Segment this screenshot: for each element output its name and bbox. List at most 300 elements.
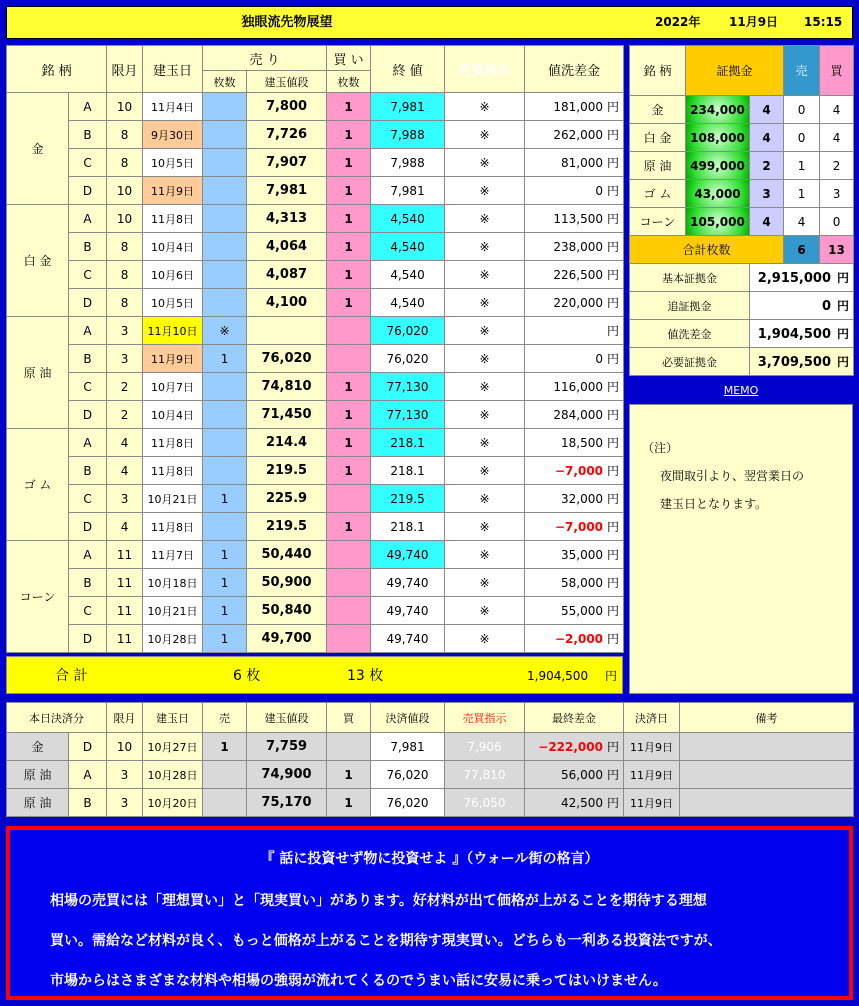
- summary-label: 基本証拠金: [630, 264, 750, 292]
- diff-unit: 円: [607, 240, 620, 254]
- close-price: 219.5: [371, 485, 445, 513]
- diff-unit: 円: [607, 520, 620, 534]
- contract-code: B: [69, 569, 107, 597]
- position-price: 76,020: [247, 345, 327, 373]
- col-kai: 買 い: [327, 46, 371, 71]
- contract-month: 8: [107, 289, 143, 317]
- diff-unit: 円: [607, 324, 620, 338]
- contract-code: B: [69, 457, 107, 485]
- contract-code: A: [69, 541, 107, 569]
- diff-unit: 円: [607, 464, 620, 478]
- position-date: 10月7日: [143, 373, 203, 401]
- table-row: [7, 121, 624, 149]
- diff-cell: [525, 317, 624, 345]
- side-col-meigara: 銘 柄: [630, 46, 686, 96]
- margin-summary-row: [630, 348, 854, 376]
- settle-close-date: 11月9日: [624, 761, 680, 789]
- margin-value: 105,000: [686, 208, 750, 236]
- table-row: [7, 289, 624, 317]
- settle-date-open: 10月28日: [143, 761, 203, 789]
- contract-code: A: [69, 429, 107, 457]
- group-name: 原 油: [7, 317, 69, 429]
- summary-label: 必要証拠金: [630, 348, 750, 376]
- quote-line-3: 市場からはさまざまな材料や相場の強弱が流れてくるのでうまい話に安易に乗ってはいけません。: [50, 973, 667, 989]
- position-date: 10月18日: [143, 569, 203, 597]
- sell-count: [203, 149, 247, 177]
- close-price: 7,981: [371, 93, 445, 121]
- diff-value: 81,000: [561, 156, 604, 170]
- settle-note: [680, 733, 854, 761]
- table-row: [7, 373, 624, 401]
- margin-summary-row: [630, 320, 854, 348]
- contract-code: B: [69, 121, 107, 149]
- sell-count: 1: [203, 597, 247, 625]
- page-title: 独眼流先物展望: [241, 15, 333, 30]
- margin-count: 4: [750, 208, 784, 236]
- quote-line-2: 買い。需給など材料が良く、もっと価格が上がることを期待す現実買い。どちらも一利ある投資法ですが、: [50, 933, 722, 949]
- margin-buy: 0: [820, 208, 854, 236]
- contract-month: 11: [107, 625, 143, 653]
- settle-col-settle-date: 決済日: [624, 703, 680, 733]
- table-row: [7, 485, 624, 513]
- memo-note-title: （注）: [642, 441, 679, 455]
- position-price: 225.9: [247, 485, 327, 513]
- signal-cell: ※: [445, 177, 525, 205]
- close-price: 49,740: [371, 625, 445, 653]
- contract-month: 2: [107, 401, 143, 429]
- settle-col-uri: 売: [203, 703, 247, 733]
- diff-cell: [525, 233, 624, 261]
- summary-value-cell: [750, 292, 854, 320]
- table-row: [7, 569, 624, 597]
- settle-price: 76,020: [371, 761, 445, 789]
- settle-signal: 77,810: [445, 761, 525, 789]
- position-price: 214.4: [247, 429, 327, 457]
- diff-cell: [525, 177, 624, 205]
- diff-unit: 円: [607, 548, 620, 562]
- margin-total-sell: 6: [784, 236, 820, 264]
- summary-value: 3,709,500: [757, 355, 831, 370]
- margin-sell: 4: [784, 208, 820, 236]
- diff-unit: 円: [607, 128, 620, 142]
- settle-col-genget: 限月: [107, 703, 143, 733]
- table-row: [7, 261, 624, 289]
- summary-value-cell: [750, 320, 854, 348]
- signal-cell: ※: [445, 345, 525, 373]
- margin-total-buy: 13: [820, 236, 854, 264]
- table-row: [7, 513, 624, 541]
- settle-month: 3: [107, 761, 143, 789]
- settle-final-cell: [525, 733, 624, 761]
- table-row: [7, 597, 624, 625]
- summary-value: 1,904,500: [757, 327, 831, 342]
- side-col-kai: 買: [820, 46, 854, 96]
- margin-name: ゴ ム: [630, 180, 686, 208]
- diff-unit: 円: [607, 296, 620, 310]
- close-price: 218.1: [371, 457, 445, 485]
- contract-code: C: [69, 485, 107, 513]
- settle-final-value: −222,000: [538, 740, 603, 754]
- col-nearai-sakin: 値洗差金: [525, 46, 624, 93]
- sell-count: [203, 93, 247, 121]
- margin-value: 234,000: [686, 96, 750, 124]
- contract-month: 3: [107, 317, 143, 345]
- buy-count: [327, 541, 371, 569]
- side-col-shokokin: 証拠金: [686, 46, 784, 96]
- buy-count: 1: [327, 429, 371, 457]
- settle-col-sig: 売買指示: [445, 703, 525, 733]
- margin-value: 499,000: [686, 152, 750, 180]
- signal-cell: ※: [445, 569, 525, 597]
- contract-month: 10: [107, 93, 143, 121]
- sell-count: [203, 261, 247, 289]
- position-date: 10月21日: [143, 485, 203, 513]
- header-bar: [6, 6, 853, 39]
- summary-unit: 円: [837, 327, 850, 341]
- settle-price-open: 75,170: [247, 789, 327, 817]
- settle-date-open: 10月20日: [143, 789, 203, 817]
- signal-cell: ※: [445, 149, 525, 177]
- memo-box: [629, 404, 853, 694]
- sell-count: [203, 373, 247, 401]
- diff-unit: 円: [607, 492, 620, 506]
- position-date: 10月4日: [143, 233, 203, 261]
- sell-count: 1: [203, 345, 247, 373]
- table-row: [7, 317, 624, 345]
- settle-col-price: 建玉値段: [247, 703, 327, 733]
- close-price: 7,981: [371, 177, 445, 205]
- buy-count: [327, 569, 371, 597]
- margin-buy: 4: [820, 124, 854, 152]
- close-price: 49,740: [371, 541, 445, 569]
- summary-value: 0: [821, 299, 831, 314]
- buy-count: [327, 597, 371, 625]
- settle-col-settle-price: 決済値段: [371, 703, 445, 733]
- sell-count: [203, 429, 247, 457]
- col-uri-maisu: 枚数: [203, 71, 247, 93]
- signal-cell: ※: [445, 597, 525, 625]
- quote-line-1: 相場の売買には「理想買い」と「現実買い」があります。好材料が出て価格が上がることを期待する理想: [50, 893, 707, 909]
- position-date: 11月8日: [143, 457, 203, 485]
- margin-summary-row: [630, 264, 854, 292]
- signal-cell: ※: [445, 429, 525, 457]
- position-price: 4,313: [247, 205, 327, 233]
- position-price: 4,100: [247, 289, 327, 317]
- position-date: 10月6日: [143, 261, 203, 289]
- settle-sell: 1: [203, 733, 247, 761]
- position-date: 11月9日: [143, 177, 203, 205]
- buy-count: 1: [327, 233, 371, 261]
- diff-unit: 円: [607, 156, 620, 170]
- settle-final-cell: [525, 761, 624, 789]
- settle-code: B: [69, 789, 107, 817]
- margin-sell: 1: [784, 152, 820, 180]
- position-price: 50,440: [247, 541, 327, 569]
- position-date: 11月8日: [143, 429, 203, 457]
- total-diff: 1,904,500: [527, 669, 589, 683]
- memo-line-2: 建玉日となります。: [660, 497, 768, 511]
- contract-code: B: [69, 233, 107, 261]
- group-name: ゴ ム: [7, 429, 69, 541]
- diff-cell: [525, 401, 624, 429]
- header-year: 2022年: [655, 15, 701, 29]
- contract-month: 8: [107, 121, 143, 149]
- diff-cell: [525, 597, 624, 625]
- contract-code: D: [69, 513, 107, 541]
- position-price: 7,981: [247, 177, 327, 205]
- settle-final-cell: [525, 789, 624, 817]
- close-price: 4,540: [371, 289, 445, 317]
- diff-cell: [525, 485, 624, 513]
- table-row: [7, 429, 624, 457]
- settle-close-date: 11月9日: [624, 733, 680, 761]
- buy-count: 1: [327, 373, 371, 401]
- buy-count: 1: [327, 401, 371, 429]
- settle-col-note: 備考: [680, 703, 854, 733]
- contract-code: C: [69, 597, 107, 625]
- settle-price: 7,981: [371, 733, 445, 761]
- margin-name: 金: [630, 96, 686, 124]
- position-date: 10月5日: [143, 289, 203, 317]
- memo-line-1: 夜間取引より、翌営業日の: [660, 469, 805, 483]
- contract-month: 4: [107, 457, 143, 485]
- signal-cell: ※: [445, 261, 525, 289]
- margin-table: [629, 45, 854, 376]
- signal-cell: ※: [445, 233, 525, 261]
- margin-name: 原 油: [630, 152, 686, 180]
- table-row: [7, 93, 624, 121]
- summary-label: 値洗差金: [630, 320, 750, 348]
- contract-month: 8: [107, 261, 143, 289]
- position-date: 11月7日: [143, 541, 203, 569]
- col-kai-maisu: 枚数: [327, 71, 371, 93]
- close-price: 4,540: [371, 233, 445, 261]
- buy-count: 1: [327, 205, 371, 233]
- position-price: 4,064: [247, 233, 327, 261]
- diff-unit: 円: [607, 576, 620, 590]
- contract-code: D: [69, 625, 107, 653]
- margin-count: 4: [750, 96, 784, 124]
- table-row: [7, 541, 624, 569]
- position-date: 11月9日: [143, 345, 203, 373]
- position-date: 10月28日: [143, 625, 203, 653]
- settle-final-value: 42,500: [560, 796, 603, 810]
- diff-cell: [525, 625, 624, 653]
- margin-summary-row: [630, 292, 854, 320]
- buy-count: [327, 625, 371, 653]
- settle-month: 3: [107, 789, 143, 817]
- table-row: [7, 149, 624, 177]
- contract-code: A: [69, 317, 107, 345]
- col-uri: 売 り: [203, 46, 327, 71]
- contract-code: C: [69, 261, 107, 289]
- total-unit: 円: [605, 669, 618, 683]
- settle-note: [680, 761, 854, 789]
- position-date: 11月8日: [143, 205, 203, 233]
- diff-cell: [525, 345, 624, 373]
- diff-unit: 円: [607, 212, 620, 226]
- close-price: 77,130: [371, 373, 445, 401]
- sell-count: 1: [203, 569, 247, 597]
- contract-month: 11: [107, 541, 143, 569]
- contract-month: 11: [107, 597, 143, 625]
- table-row: [7, 625, 624, 653]
- summary-value-cell: [750, 264, 854, 292]
- diff-value: 238,000: [553, 240, 604, 254]
- settle-sell: [203, 761, 247, 789]
- summary-unit: 円: [837, 271, 850, 285]
- diff-unit: 円: [607, 408, 620, 422]
- table-row: [7, 345, 624, 373]
- contract-month: 3: [107, 485, 143, 513]
- diff-value: −7,000: [555, 464, 604, 478]
- diff-cell: [525, 457, 624, 485]
- table-row: [7, 457, 624, 485]
- margin-sell: 1: [784, 180, 820, 208]
- settle-price-open: 74,900: [247, 761, 327, 789]
- position-date: 10月5日: [143, 149, 203, 177]
- signal-cell: ※: [445, 457, 525, 485]
- close-price: 218.1: [371, 429, 445, 457]
- total-label: 合 計: [55, 668, 88, 684]
- col-baibai-shiji: 売買指示: [445, 46, 525, 93]
- margin-total-label: 合計枚数: [630, 236, 784, 264]
- margin-sell: 0: [784, 124, 820, 152]
- settle-buy: 1: [327, 789, 371, 817]
- summary-unit: 円: [837, 299, 850, 313]
- total-sell: 6 枚: [233, 668, 261, 684]
- signal-cell: ※: [445, 625, 525, 653]
- margin-sell: 0: [784, 96, 820, 124]
- settle-final-unit: 円: [606, 740, 619, 754]
- position-price: 7,800: [247, 93, 327, 121]
- sell-count: 1: [203, 485, 247, 513]
- contract-month: 10: [107, 177, 143, 205]
- buy-count: 1: [327, 177, 371, 205]
- buy-count: [327, 345, 371, 373]
- diff-value: −2,000: [555, 632, 604, 646]
- position-date: 10月21日: [143, 597, 203, 625]
- diff-value: 226,500: [553, 268, 604, 282]
- contract-code: A: [69, 93, 107, 121]
- margin-row: [630, 208, 854, 236]
- position-price: 49,700: [247, 625, 327, 653]
- diff-unit: 円: [607, 632, 620, 646]
- buy-count: 1: [327, 513, 371, 541]
- margin-value: 43,000: [686, 180, 750, 208]
- buy-count: [327, 485, 371, 513]
- diff-value: 55,000: [561, 604, 604, 618]
- sell-count: [203, 233, 247, 261]
- position-price: 7,726: [247, 121, 327, 149]
- contract-month: 4: [107, 429, 143, 457]
- close-price: 49,740: [371, 569, 445, 597]
- table-row: [7, 233, 624, 261]
- memo-link[interactable]: MEMO: [723, 384, 759, 397]
- signal-cell: ※: [445, 317, 525, 345]
- position-date: 11月10日: [143, 317, 203, 345]
- settle-month: 10: [107, 733, 143, 761]
- buy-count: 1: [327, 261, 371, 289]
- sell-count: [203, 121, 247, 149]
- settle-date-open: 10月27日: [143, 733, 203, 761]
- col-owarine: 終 値: [371, 46, 445, 93]
- sell-count: [203, 457, 247, 485]
- settle-final-unit: 円: [606, 796, 619, 810]
- position-price: 7,907: [247, 149, 327, 177]
- signal-cell: ※: [445, 485, 525, 513]
- col-tategyokubi: 建玉日: [143, 46, 203, 93]
- settle-col-date: 建玉日: [143, 703, 203, 733]
- signal-cell: ※: [445, 205, 525, 233]
- group-name: 金: [7, 93, 69, 205]
- position-price: 74,810: [247, 373, 327, 401]
- diff-unit: 円: [607, 268, 620, 282]
- contract-month: 3: [107, 345, 143, 373]
- position-date: 10月4日: [143, 401, 203, 429]
- signal-cell: ※: [445, 541, 525, 569]
- signal-cell: ※: [445, 93, 525, 121]
- summary-value: 2,915,000: [757, 271, 831, 286]
- table-row: [7, 205, 624, 233]
- diff-cell: [525, 513, 624, 541]
- settle-final-value: 56,000: [560, 768, 603, 782]
- position-price: 50,840: [247, 597, 327, 625]
- margin-count: 3: [750, 180, 784, 208]
- buy-count: 1: [327, 149, 371, 177]
- diff-cell: [525, 93, 624, 121]
- diff-value: 220,000: [553, 296, 604, 310]
- header-time: 15:15: [804, 15, 843, 29]
- settle-buy: 1: [327, 761, 371, 789]
- settle-note: [680, 789, 854, 817]
- summary-label: 追証拠金: [630, 292, 750, 320]
- contract-code: B: [69, 345, 107, 373]
- quote-title: 『 話に投資せず物に投資せよ 』（ウォール街の格言）: [260, 851, 599, 867]
- signal-cell: ※: [445, 513, 525, 541]
- buy-count: 1: [327, 289, 371, 317]
- diff-value: 116,000: [553, 380, 604, 394]
- diff-unit: 円: [607, 380, 620, 394]
- settle-signal: 7,906: [445, 733, 525, 761]
- diff-value: 32,000: [561, 492, 604, 506]
- sell-count: [203, 177, 247, 205]
- close-price: 4,540: [371, 261, 445, 289]
- settle-price-open: 7,759: [247, 733, 327, 761]
- diff-cell: [525, 569, 624, 597]
- contract-month: 2: [107, 373, 143, 401]
- diff-value: 18,500: [561, 436, 604, 450]
- position-date: 9月30日: [143, 121, 203, 149]
- diff-value: 35,000: [561, 548, 604, 562]
- sell-count: ※: [203, 317, 247, 345]
- signal-cell: ※: [445, 121, 525, 149]
- diff-cell: [525, 205, 624, 233]
- signal-cell: ※: [445, 401, 525, 429]
- contract-month: 4: [107, 513, 143, 541]
- diff-value: 181,000: [553, 100, 604, 114]
- settle-code: A: [69, 761, 107, 789]
- contract-code: A: [69, 205, 107, 233]
- col-tategyoku-nedan: 建玉値段: [247, 71, 327, 93]
- sell-count: [203, 289, 247, 317]
- contract-month: 10: [107, 205, 143, 233]
- sell-count: 1: [203, 541, 247, 569]
- position-date: 11月8日: [143, 513, 203, 541]
- contract-code: D: [69, 177, 107, 205]
- positions-table: [6, 45, 624, 653]
- contract-code: D: [69, 289, 107, 317]
